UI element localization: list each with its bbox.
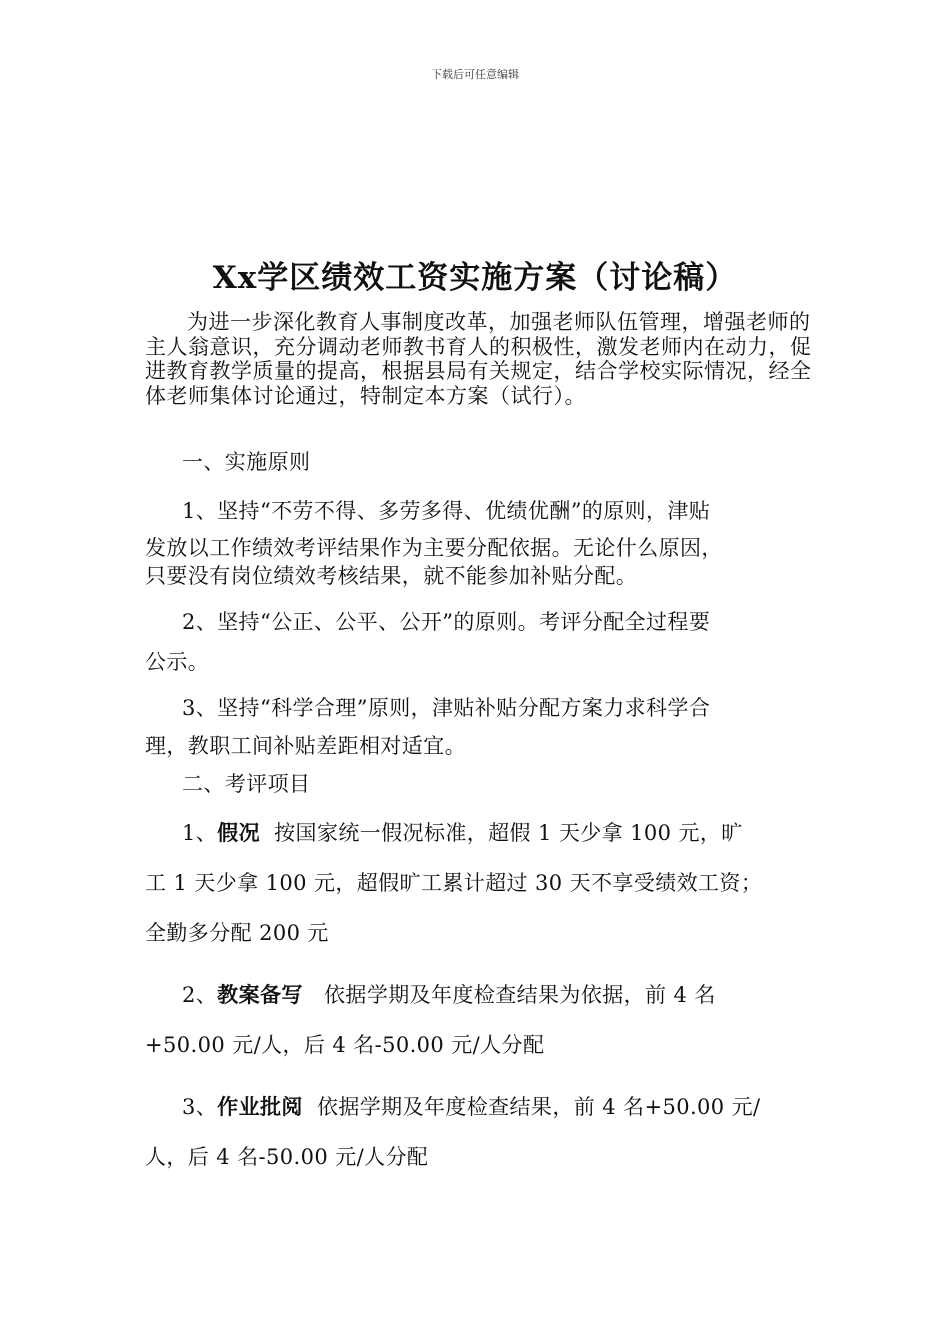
item1-number: 1、	[182, 821, 218, 845]
section1-heading: 一、实施原则	[182, 450, 311, 474]
item2-line2: +50.00 元/人，后 4 名-50.00 元/人分配	[145, 1033, 545, 1057]
principle3-line2: 理，教职工间补贴差距相对适宜。	[145, 734, 466, 758]
item3-number: 3、	[182, 1095, 218, 1119]
item1-line2: 工 1 天少拿 100 元，超假旷工累计超过 30 天不享受绩效工资；	[145, 871, 763, 895]
document-title: Xx学区绩效工资实施方案（讨论稿）	[212, 260, 738, 296]
principle3-line1: 3、坚持“科学合理”原则，津贴补贴分配方案力求科学合	[182, 696, 711, 720]
item3-line2: 人，后 4 名-50.00 元/人分配	[145, 1145, 429, 1169]
item1-label: 假况	[217, 820, 260, 845]
principle1-line3: 只要没有岗位绩效考核结果，就不能参加补贴分配。	[145, 564, 638, 588]
section2-heading: 二、考评项目	[182, 772, 311, 796]
header-note: 下载后可任意编辑	[431, 68, 519, 81]
principle2-line2: 公示。	[145, 650, 210, 674]
item1-line1	[182, 817, 743, 847]
item2-line1	[182, 979, 716, 1009]
principle2-line1: 2、坚持“公正、公平、公开”的原则。考评分配全过程要	[182, 610, 711, 634]
principle1-line2: 发放以工作绩效考评结果作为主要分配依据。无论什么原因，	[145, 536, 723, 560]
item1-text1: 按国家统一假况标准，超假 1 天少拿 100 元，旷	[274, 821, 743, 845]
item2-number: 2、	[182, 983, 218, 1007]
principle1-line1: 1、坚持“不劳不得、多劳多得、优绩优酬”的原则，津贴	[182, 499, 711, 523]
item3-text1: 依据学期及年度检查结果，前 4 名+50.00 元/	[316, 1095, 761, 1119]
item3-label: 作业批阅	[217, 1094, 303, 1119]
intro-paragraph: 为进一步深化教育人事制度改革，加强老师队伍管理，增强老师的主人翁意识，充分调动老师教书育人的积极性，激发老师内在动力，促进教育教学质量的提高，根据县局有关规定，结合学校实际情况，经全体老师集体讨论通过，特制定本方案（试行）。	[145, 310, 812, 408]
item3-line1	[182, 1091, 761, 1121]
item2-label: 教案备写	[217, 982, 303, 1007]
item2-text1: 依据学期及年度检查结果为依据，前 4 名	[324, 983, 716, 1007]
item1-line3: 全勤多分配 200 元	[145, 921, 329, 945]
